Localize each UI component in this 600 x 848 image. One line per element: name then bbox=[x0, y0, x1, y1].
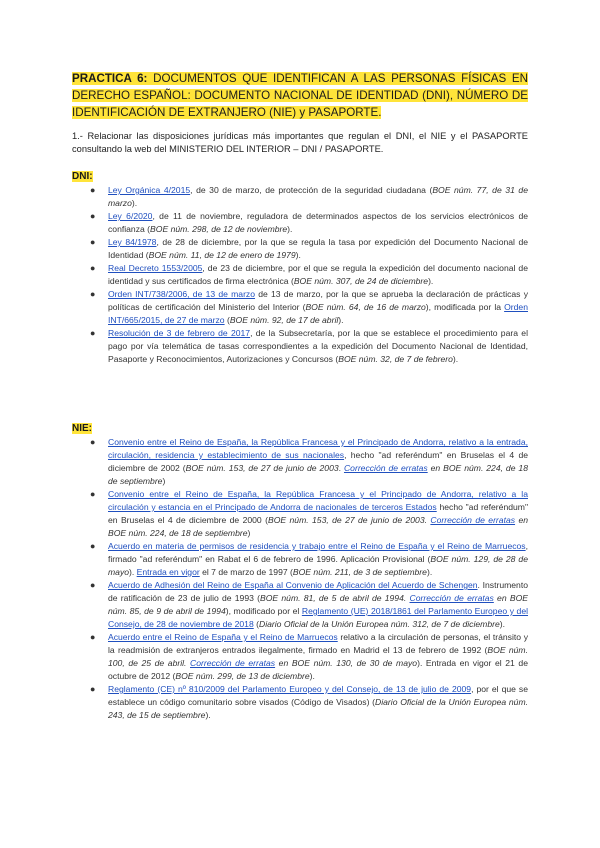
citation-text: en BOE núm. 224, de 18 de septiembre bbox=[108, 515, 528, 538]
bullet-icon: ● bbox=[90, 289, 96, 299]
citation-text: en BOE núm. 130, de 30 de mayo bbox=[275, 658, 418, 668]
nie-list-item bbox=[88, 683, 528, 722]
reference-link[interactable]: Entrada en vigor bbox=[136, 567, 200, 577]
reference-link[interactable]: Ley Orgánica 4/2015 bbox=[108, 185, 191, 195]
reference-link[interactable]: Real Decreto 1553/2005 bbox=[108, 263, 203, 273]
body-text: , por el que se establece un código comunitario sobre visados (Código de Visados) ( bbox=[108, 684, 528, 707]
bullet-icon: ● bbox=[90, 489, 96, 499]
body-text: , de la Subsecretaría, por la que se establece el procedimiento para el pago por vía telemática de tasas correspondientes a la expedición del Documento Nacional de Identidad, Pasaporte y Reconocimientos, Autorizaciones y Concursos ( bbox=[108, 328, 528, 364]
body-text: ). bbox=[295, 250, 301, 260]
bullet-icon: ● bbox=[90, 237, 96, 247]
body-text: ). bbox=[452, 354, 459, 364]
body-text: ). bbox=[426, 567, 433, 577]
citation-text: BOE núm. 77, de 31 de marzo bbox=[108, 185, 528, 208]
reference-link[interactable]: Corrección de erratas bbox=[409, 593, 494, 603]
citation-text: BOE núm. 307, de 24 de diciembre bbox=[293, 276, 429, 286]
body-text: . Instrumento de ratificación de 23 de julio de 1993 ( bbox=[108, 580, 528, 603]
body-text: ). bbox=[309, 671, 315, 681]
body-text: ). bbox=[499, 619, 505, 629]
body-text: ). bbox=[428, 276, 434, 286]
body-text: ). bbox=[205, 710, 211, 720]
dni-list-item bbox=[88, 184, 528, 210]
body-text: hecho "ad referéndum" en Bruselas el 4 de diciembre de 2000 ( bbox=[108, 502, 528, 525]
body-text: ). bbox=[338, 315, 344, 325]
bullet-icon: ● bbox=[90, 684, 96, 694]
body-text: ( bbox=[253, 619, 259, 629]
reference-link[interactable]: Corrección de erratas bbox=[190, 658, 276, 668]
bullet-icon: ● bbox=[90, 328, 96, 338]
body-text: ) bbox=[162, 476, 166, 486]
citation-text: en BOE núm. 224, de 18 de septiembre bbox=[108, 463, 528, 486]
citation-text: BOE núm. 100, de 25 de abril. bbox=[108, 645, 528, 668]
dni-list-item bbox=[88, 210, 528, 236]
nie-list-item bbox=[88, 631, 528, 683]
body-text: , de 11 de noviembre, reguladora de determinados aspectos de los servicios electrónicos de confianza ( bbox=[108, 211, 529, 234]
reference-link[interactable]: Acuerdo entre el Reino de España y el Reino de Marruecos bbox=[108, 632, 338, 642]
body-text: , de 28 de diciembre, por la que se regula la tasa por expedición del Documento Nacional de Identidad ( bbox=[108, 237, 529, 260]
nie-heading: NIE: bbox=[72, 423, 92, 434]
citation-text: Diario Oficial de la Unión Europea núm. 243, de 15 de septiembre bbox=[108, 697, 528, 720]
title-prefix: PRACTICA 6: bbox=[72, 72, 148, 85]
bullet-icon: ● bbox=[90, 632, 96, 642]
title-text: DOCUMENTOS QUE IDENTIFICAN A LAS PERSONAS FÍSICAS EN DERECHO ESPAÑOL: DOCUMENTO NACIONAL DE IDENTIDAD (DNI), NÚMERO DE IDENTIFICACIÓN DE EXTRANJERO (NIE) y PASAPORTE. bbox=[72, 72, 528, 119]
citation-text: BOE núm. 32, de 7 de febrero bbox=[338, 354, 453, 364]
citation-text: BOE núm. 153, de 27 de junio de 2003. bbox=[267, 515, 431, 525]
dni-list bbox=[88, 184, 528, 366]
citation-text: BOE núm. 81, de 5 de abril de 1994. bbox=[260, 593, 410, 603]
citation-text: BOE núm. 11, de 12 de enero de 1979 bbox=[148, 250, 296, 260]
bullet-icon: ● bbox=[90, 211, 96, 221]
intro-paragraph: 1.- Relacionar las disposiciones jurídicas más importantes que regulan el DNI, el NIE y el PASAPORTE consultando la web del MINISTERIO DEL INTERIOR – DNI / PASAPORTE. bbox=[72, 131, 528, 155]
citation-text: BOE núm. 299, de 13 de diciembre bbox=[175, 671, 310, 681]
reference-link[interactable]: Corrección de erratas bbox=[343, 463, 428, 473]
dni-heading: DNI: bbox=[72, 171, 93, 182]
nie-list-item bbox=[88, 436, 528, 488]
reference-link[interactable]: Reglamento (CE) nº 810/2009 del Parlamento Europeo y del Consejo, de 13 de julio de 2009 bbox=[108, 684, 472, 694]
citation-text: BOE núm. 92, de 17 de abril bbox=[229, 315, 339, 325]
citation-text: BOE núm. 153, de 27 de junio de 2003 bbox=[185, 463, 339, 473]
reference-link[interactable]: Convenio entre el Reino de España, la República Francesa y el Principado de Andorra, relativo a la entrada, circulación, residencia y establecimiento de sus nacionales bbox=[108, 437, 528, 460]
reference-link[interactable]: Resolución de 3 de febrero de 2017 bbox=[108, 328, 251, 338]
citation-text: en BOE núm. 85, de 9 de abril de 1994 bbox=[108, 593, 528, 616]
bullet-icon: ● bbox=[90, 580, 96, 590]
dni-list-item bbox=[88, 262, 528, 288]
citation-text: Diario Oficial de la Unión Europea núm. 312, de 7 de diciembre bbox=[258, 619, 500, 629]
reference-link[interactable]: Acuerdo en materia de permisos de residencia y trabajo entre el Reino de España y el Reino de Marruecos bbox=[108, 541, 526, 551]
citation-text: BOE núm. 298, de 12 de noviembre bbox=[150, 224, 288, 234]
body-text: ), modificado por el bbox=[225, 606, 302, 616]
nie-list bbox=[88, 436, 528, 722]
body-text: , hecho "ad referéndum" en Bruselas el 4 de diciembre de 2002 ( bbox=[108, 450, 529, 473]
body-text: ). bbox=[287, 224, 293, 234]
reference-link[interactable]: Corrección de erratas bbox=[430, 515, 516, 525]
body-text: ). Entrada en vigor el 21 de octubre de 2012 ( bbox=[108, 658, 528, 681]
body-text: ( bbox=[224, 315, 230, 325]
reference-link[interactable]: Ley 6/2020 bbox=[108, 211, 153, 221]
body-text: ) bbox=[247, 528, 251, 538]
nie-list-item bbox=[88, 488, 528, 540]
practice-title bbox=[72, 70, 528, 121]
dni-list-item bbox=[88, 327, 528, 366]
body-text: , de 23 de diciembre, por el que se regula la expedición del documento nacional de identidad y sus certificados de firma electrónica ( bbox=[108, 263, 528, 286]
reference-link[interactable]: Reglamento (UE) 2018/1861 del Parlamento Europeo y del Consejo, de 28 de noviembre de 2018 bbox=[108, 606, 529, 629]
reference-link[interactable]: Ley 84/1978 bbox=[108, 237, 157, 247]
reference-link[interactable]: Orden INT/665/2015, de 27 de marzo bbox=[108, 302, 528, 325]
bullet-icon: ● bbox=[90, 185, 96, 195]
citation-text: BOE núm. 129, de 28 de mayo bbox=[108, 554, 528, 577]
dni-list-item bbox=[88, 288, 528, 327]
body-text: relativo a la circulación de personas, el tránsito y la readmisión de extranjeros entrados ilegalmente, firmado en Madrid el 13 de febrero de 1992 ( bbox=[108, 632, 528, 655]
body-text: , firmado "ad referéndum" en Rabat el 6 de febrero de 1996. Aplicación Provisional ( bbox=[108, 541, 528, 564]
body-text: el 7 de marzo de 1997 ( bbox=[199, 567, 293, 577]
bullet-icon: ● bbox=[90, 541, 96, 551]
reference-link[interactable]: Convenio entre el Reino de España, la República Francesa y el Principado de Andorra, relativo a la circulación y estancia en el Principado de Andorra de nacionales de terceros Estados bbox=[108, 489, 528, 512]
bullet-icon: ● bbox=[90, 263, 96, 273]
body-text: ), modificada por la bbox=[425, 302, 505, 312]
reference-link[interactable]: Acuerdo de Adhesión del Reino de España al Convenio de Aplicación del Acuerdo de Schengen bbox=[108, 580, 478, 590]
nie-list-item bbox=[88, 540, 528, 579]
dni-list-item bbox=[88, 236, 528, 262]
body-text: , de 30 de marzo, de protección de la seguridad ciudadana ( bbox=[190, 185, 433, 195]
body-text: ). bbox=[131, 198, 138, 208]
body-text: de 13 de marzo, por la que se aprueba la declaración de prácticas y políticas de certificación del Ministerio del Interior ( bbox=[108, 289, 529, 312]
citation-text: BOE núm. 211, de 3 de septiembre bbox=[292, 567, 427, 577]
reference-link[interactable]: Orden INT/738/2006, de 13 de marzo bbox=[108, 289, 256, 299]
bullet-icon: ● bbox=[90, 437, 96, 447]
nie-list-item bbox=[88, 579, 528, 631]
body-text: . bbox=[338, 463, 344, 473]
body-text: ). bbox=[129, 567, 137, 577]
citation-text: BOE núm. 64, de 16 de marzo bbox=[305, 302, 426, 312]
